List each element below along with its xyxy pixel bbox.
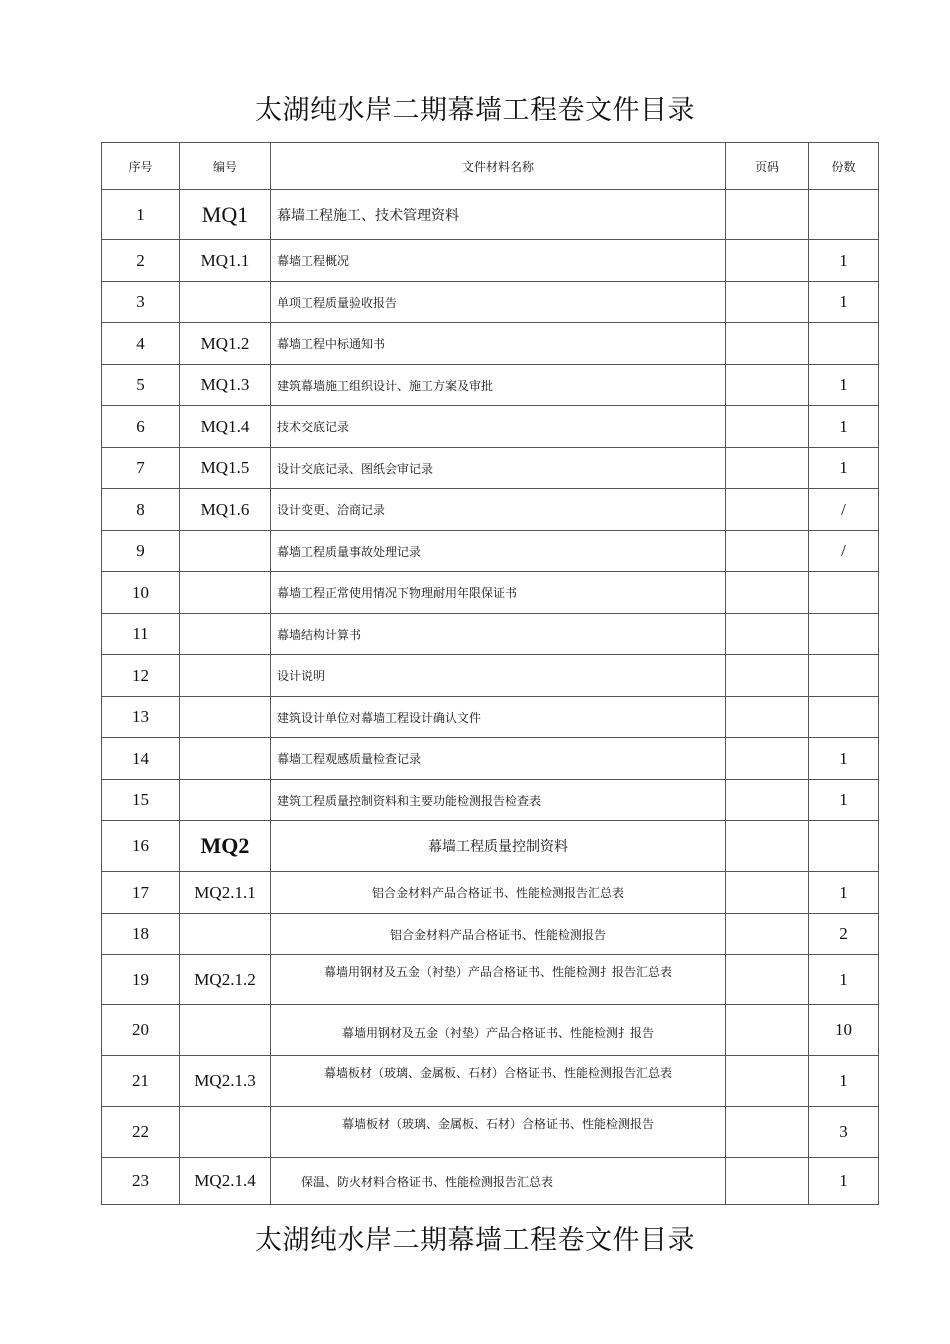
- row-page: [726, 323, 809, 365]
- row-page: [726, 614, 809, 655]
- row-page: [726, 955, 809, 1005]
- row-page: [726, 489, 809, 531]
- row-code: MQ2.1.1: [180, 872, 271, 914]
- table-row: [102, 614, 879, 655]
- row-code: MQ2.1.4: [180, 1158, 271, 1205]
- header-code: 编号: [180, 143, 271, 190]
- row-count: 1: [809, 365, 879, 406]
- row-count: [809, 614, 879, 655]
- row-count: [809, 190, 879, 240]
- row-count: 3: [809, 1107, 879, 1158]
- row-name: 建筑幕墙施工组织设计、施工方案及审批: [271, 365, 726, 406]
- row-name: 幕墙用钢材及五金（衬垫）产品合格证书、性能检测扌报告: [271, 1005, 726, 1056]
- table-row: [102, 531, 879, 572]
- row-seq: 8: [102, 489, 180, 531]
- row-seq: 6: [102, 406, 180, 448]
- row-seq: 3: [102, 282, 180, 323]
- row-code: [180, 780, 271, 821]
- row-count: 1: [809, 955, 879, 1005]
- row-seq: 17: [102, 872, 180, 914]
- row-code: MQ1.6: [180, 489, 271, 531]
- row-name: 幕墙工程正常使用情况下物理耐用年限保证书: [271, 572, 726, 614]
- table-row: [102, 697, 879, 738]
- row-page: [726, 655, 809, 697]
- row-code: MQ1: [180, 190, 271, 240]
- table-row: [102, 914, 879, 955]
- row-name: 幕墙工程观感质量检查记录: [271, 738, 726, 780]
- table-row: [102, 872, 879, 914]
- row-count: [809, 697, 879, 738]
- row-code: [180, 531, 271, 572]
- row-seq: 5: [102, 365, 180, 406]
- row-name: 幕墙用钢材及五金（衬垫）产品合格证书、性能检测扌报告汇总表: [271, 955, 726, 1005]
- row-seq: 14: [102, 738, 180, 780]
- row-count: [809, 821, 879, 872]
- row-seq: 21: [102, 1056, 180, 1107]
- table-row: [102, 572, 879, 614]
- row-code: MQ2: [180, 821, 271, 872]
- row-seq: 9: [102, 531, 180, 572]
- row-seq: 18: [102, 914, 180, 955]
- row-code: MQ1.5: [180, 448, 271, 489]
- row-code: MQ2.1.3: [180, 1056, 271, 1107]
- row-seq: 22: [102, 1107, 180, 1158]
- row-name: 幕墙工程施工、技术管理资料: [271, 190, 726, 240]
- row-page: [726, 406, 809, 448]
- row-seq: 11: [102, 614, 180, 655]
- header-count: 份数: [809, 143, 879, 190]
- row-name: 铝合金材料产品合格证书、性能检测报告汇总表: [271, 872, 726, 914]
- row-count: [809, 572, 879, 614]
- row-name: 建筑设计单位对幕墙工程设计确认文件: [271, 697, 726, 738]
- row-count: 1: [809, 448, 879, 489]
- row-name: 幕墙工程概况: [271, 240, 726, 282]
- row-name: 幕墙工程质量事故处理记录: [271, 531, 726, 572]
- row-name: 设计交底记录、图纸会审记录: [271, 448, 726, 489]
- table-row: [102, 1005, 879, 1056]
- header-seq: 序号: [102, 143, 180, 190]
- row-count: 2: [809, 914, 879, 955]
- row-name: 建筑工程质量控制资料和主要功能检测报告检查表: [271, 780, 726, 821]
- row-page: [726, 738, 809, 780]
- table-row: [102, 955, 879, 1005]
- row-code: MQ1.2: [180, 323, 271, 365]
- row-page: [726, 780, 809, 821]
- header-page: 页码: [726, 143, 809, 190]
- row-page: [726, 697, 809, 738]
- header-name: 文件材料名称: [271, 143, 726, 190]
- row-seq: 19: [102, 955, 180, 1005]
- row-code: [180, 738, 271, 780]
- row-count: 1: [809, 282, 879, 323]
- row-page: [726, 190, 809, 240]
- row-count: /: [809, 489, 879, 531]
- row-seq: 15: [102, 780, 180, 821]
- table-row: [102, 738, 879, 780]
- table-row: [102, 448, 879, 489]
- row-seq: 10: [102, 572, 180, 614]
- table-row: [102, 365, 879, 406]
- table-row: [102, 190, 879, 240]
- row-page: [726, 821, 809, 872]
- row-code: MQ2.1.2: [180, 955, 271, 1005]
- row-seq: 1: [102, 190, 180, 240]
- row-code: MQ1.3: [180, 365, 271, 406]
- row-page: [726, 914, 809, 955]
- row-count: /: [809, 531, 879, 572]
- row-page: [726, 1158, 809, 1205]
- table-row: [102, 655, 879, 697]
- table-row: [102, 282, 879, 323]
- row-name: 幕墙结构计算书: [271, 614, 726, 655]
- row-code: MQ1.4: [180, 406, 271, 448]
- row-page: [726, 365, 809, 406]
- row-name: 铝合金材料产品合格证书、性能检测报告: [271, 914, 726, 955]
- row-code: [180, 1005, 271, 1056]
- table-header-row: [102, 143, 879, 190]
- row-name: 幕墙板材（玻璃、金属板、石材）合格证书、性能检测报告: [271, 1107, 726, 1158]
- row-code: [180, 614, 271, 655]
- row-code: [180, 572, 271, 614]
- row-name: 设计变更、洽商记录: [271, 489, 726, 531]
- row-count: 1: [809, 872, 879, 914]
- table-row: [102, 323, 879, 365]
- row-seq: 12: [102, 655, 180, 697]
- row-code: [180, 282, 271, 323]
- row-code: [180, 655, 271, 697]
- row-page: [726, 240, 809, 282]
- row-page: [726, 531, 809, 572]
- row-name: 设计说明: [271, 655, 726, 697]
- row-seq: 23: [102, 1158, 180, 1205]
- row-name: 技术交底记录: [271, 406, 726, 448]
- table-row: [102, 406, 879, 448]
- page-title: 太湖纯水岸二期幕墙工程卷文件目录: [255, 95, 695, 126]
- row-page: [726, 572, 809, 614]
- row-count: 1: [809, 240, 879, 282]
- row-count: 1: [809, 1158, 879, 1205]
- row-count: [809, 323, 879, 365]
- row-code: [180, 914, 271, 955]
- row-name: 单项工程质量验收报告: [271, 282, 726, 323]
- row-code: [180, 697, 271, 738]
- table-row: [102, 1158, 879, 1205]
- row-seq: 2: [102, 240, 180, 282]
- row-page: [726, 872, 809, 914]
- row-name: 幕墙板材（玻璃、金属板、石材）合格证书、性能检测报告汇总表: [271, 1056, 726, 1107]
- row-count: 1: [809, 738, 879, 780]
- row-count: 10: [809, 1005, 879, 1056]
- table-row: [102, 1056, 879, 1107]
- row-code: MQ1.1: [180, 240, 271, 282]
- table-row: [102, 1107, 879, 1158]
- table-row: [102, 489, 879, 531]
- row-name: 保温、防火材料合格证书、性能检测报告汇总表: [271, 1158, 726, 1205]
- row-count: 1: [809, 780, 879, 821]
- row-count: [809, 655, 879, 697]
- table-row: [102, 821, 879, 872]
- footer-title: 太湖纯水岸二期幕墙工程卷文件目录: [255, 1225, 695, 1256]
- row-count: 1: [809, 1056, 879, 1107]
- row-page: [726, 282, 809, 323]
- row-name: 幕墙工程质量控制资料: [271, 821, 726, 872]
- row-name: 幕墙工程中标通知书: [271, 323, 726, 365]
- row-seq: 16: [102, 821, 180, 872]
- row-page: [726, 1056, 809, 1107]
- row-page: [726, 1005, 809, 1056]
- file-index-table: [101, 142, 879, 1205]
- row-seq: 4: [102, 323, 180, 365]
- table-row: [102, 780, 879, 821]
- row-page: [726, 1107, 809, 1158]
- row-seq: 20: [102, 1005, 180, 1056]
- row-seq: 7: [102, 448, 180, 489]
- row-count: 1: [809, 406, 879, 448]
- row-page: [726, 448, 809, 489]
- row-seq: 13: [102, 697, 180, 738]
- table-row: [102, 240, 879, 282]
- row-code: [180, 1107, 271, 1158]
